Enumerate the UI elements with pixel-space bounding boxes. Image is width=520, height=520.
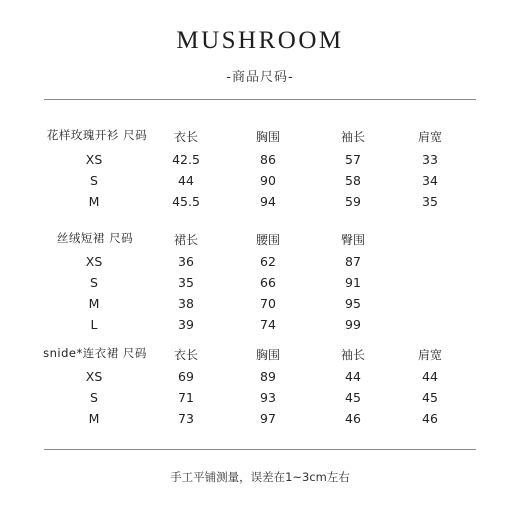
size-label: L <box>90 317 98 332</box>
table-cell: 36 <box>178 254 194 269</box>
table-cell: 38 <box>178 296 194 311</box>
table-cell: 89 <box>260 369 276 384</box>
bottom-divider <box>44 449 476 450</box>
table-cell: 57 <box>345 152 361 167</box>
table-cell: 35 <box>178 275 194 290</box>
column-header: 胸围 <box>255 130 281 144</box>
size-label: S <box>90 275 98 290</box>
table-cell: 35 <box>422 194 438 209</box>
table-title: 花样玫瑰开衫 尺码 <box>46 128 148 142</box>
table-cell: 46 <box>422 411 438 426</box>
size-label: S <box>90 173 98 188</box>
table-cell: 69 <box>178 369 194 384</box>
table-cell: 73 <box>178 411 194 426</box>
table-cell: 71 <box>178 390 194 405</box>
table-cell: 33 <box>422 152 438 167</box>
column-header: 肩宽 <box>417 130 443 144</box>
column-header: 腰围 <box>255 233 281 247</box>
column-header: 袖长 <box>340 130 366 144</box>
table-cell: 44 <box>345 369 361 384</box>
column-header: 胸围 <box>255 348 281 362</box>
table-cell: 46 <box>345 411 361 426</box>
table-cell: 94 <box>260 194 276 209</box>
table-cell: 45 <box>422 390 438 405</box>
column-header: 臀围 <box>340 233 366 247</box>
size-label: M <box>88 296 100 311</box>
table-cell: 34 <box>422 173 438 188</box>
size-label: XS <box>85 152 103 167</box>
table-cell: 97 <box>260 411 276 426</box>
table-cell: 95 <box>345 296 361 311</box>
table-title: 丝绒短裙 尺码 <box>56 231 134 245</box>
table-title: snide*连衣裙 尺码 <box>43 346 147 360</box>
column-header: 裙长 <box>173 233 199 247</box>
table-cell: 39 <box>178 317 194 332</box>
size-label: S <box>90 390 98 405</box>
table-cell: 91 <box>345 275 361 290</box>
table-cell: 86 <box>260 152 276 167</box>
table-cell: 87 <box>345 254 361 269</box>
table-cell: 58 <box>345 173 361 188</box>
table-cell: 74 <box>260 317 276 332</box>
table-cell: 90 <box>260 173 276 188</box>
table-cell: 66 <box>260 275 276 290</box>
column-header: 袖长 <box>340 348 366 362</box>
table-cell: 45 <box>345 390 361 405</box>
table-cell: 59 <box>345 194 361 209</box>
column-header: 肩宽 <box>417 348 443 362</box>
table-cell: 44 <box>178 173 194 188</box>
table-cell: 42.5 <box>172 152 200 167</box>
column-header: 衣长 <box>173 130 199 144</box>
column-header: 衣长 <box>173 348 199 362</box>
measurement-note: 手工平铺测量，误差在1~3cm左右 <box>170 470 350 484</box>
size-label: XS <box>85 369 103 384</box>
table-cell: 44 <box>422 369 438 384</box>
size-label: XS <box>85 254 103 269</box>
table-cell: 62 <box>260 254 276 269</box>
brand-logo-text: MUSHROOM <box>176 27 344 54</box>
table-cell: 70 <box>260 296 276 311</box>
page-subtitle: -商品尺码- <box>226 70 294 85</box>
table-cell: 45.5 <box>172 194 200 209</box>
size-label: M <box>88 411 100 426</box>
top-divider <box>44 99 476 100</box>
table-cell: 93 <box>260 390 276 405</box>
table-cell: 99 <box>345 317 361 332</box>
size-label: M <box>88 194 100 209</box>
